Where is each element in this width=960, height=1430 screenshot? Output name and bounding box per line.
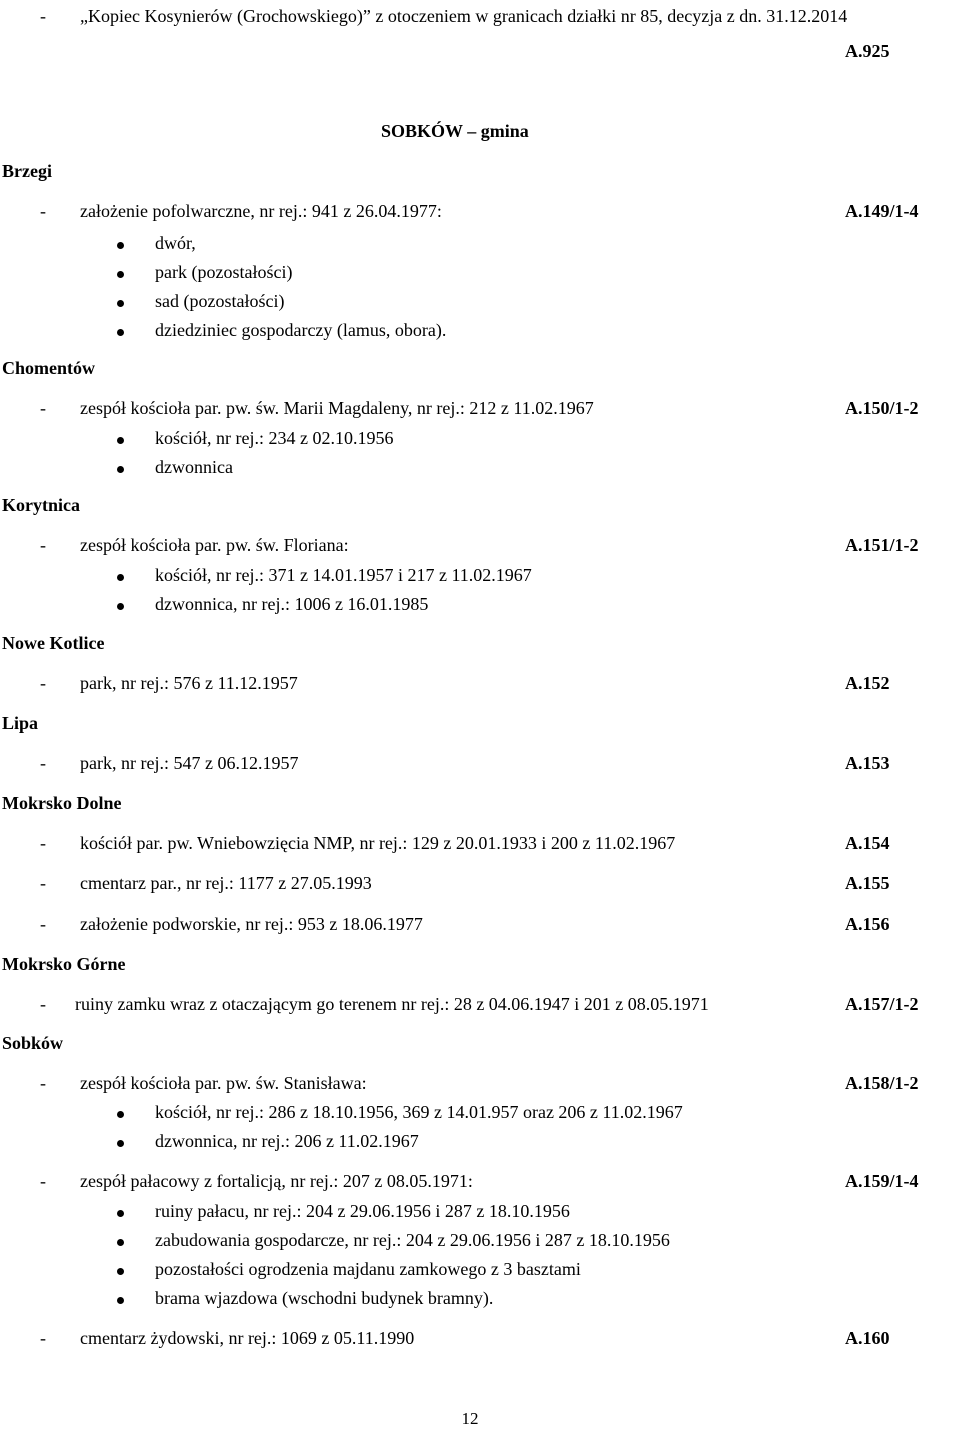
entry-text-mokrsko-dolne-2: cmentarz par., nr rej.: 1177 z 27.05.1993 bbox=[80, 873, 372, 893]
register-code-a160: A.160 bbox=[845, 1328, 890, 1348]
register-code-a925: A.925 bbox=[845, 41, 890, 61]
entry-text-sobkow-church: zespół kościoła par. pw. św. Stanisława: bbox=[80, 1073, 367, 1093]
bullet-icon bbox=[117, 300, 124, 307]
bullet-icon bbox=[117, 1297, 124, 1304]
entry-dash: - bbox=[40, 1328, 46, 1348]
locality-korytnica: Korytnica bbox=[2, 495, 80, 515]
sub-item: dzwonnica, nr rej.: 1006 z 16.01.1985 bbox=[155, 594, 429, 614]
sub-item: kościół, nr rej.: 371 z 14.01.1957 i 217 z 11.02.1967 bbox=[155, 565, 532, 585]
bullet-icon bbox=[117, 437, 124, 444]
register-code-a159: A.159/1-4 bbox=[845, 1171, 919, 1191]
sub-item: dzwonnica, nr rej.: 206 z 11.02.1967 bbox=[155, 1131, 419, 1151]
entry-text-sobkow-palace: zespół pałacowy z fortalicją, nr rej.: 207 z 08.05.1971: bbox=[80, 1171, 473, 1191]
sub-item: kościół, nr rej.: 234 z 02.10.1956 bbox=[155, 428, 394, 448]
bullet-icon bbox=[117, 1210, 124, 1217]
entry-dash: - bbox=[40, 1073, 46, 1093]
sub-item: park (pozostałości) bbox=[155, 262, 293, 282]
sub-item: ruiny pałacu, nr rej.: 204 z 29.06.1956 i 287 z 18.10.1956 bbox=[155, 1201, 570, 1221]
bullet-icon bbox=[117, 1111, 124, 1118]
locality-brzegi: Brzegi bbox=[2, 161, 52, 181]
entry-text-korytnica: zespół kościoła par. pw. św. Floriana: bbox=[80, 535, 349, 555]
register-code-a156: A.156 bbox=[845, 914, 890, 934]
register-code-a150: A.150/1-2 bbox=[845, 398, 919, 418]
bullet-icon bbox=[117, 242, 124, 249]
entry-text-brzegi: założenie pofolwarczne, nr rej.: 941 z 26.04.1977: bbox=[80, 201, 442, 221]
entry-dash: - bbox=[40, 873, 46, 893]
sub-item: dwór, bbox=[155, 233, 196, 253]
bullet-icon bbox=[117, 603, 124, 610]
page-number: 12 bbox=[461, 1409, 479, 1428]
register-code-a157: A.157/1-2 bbox=[845, 994, 919, 1014]
register-code-a154: A.154 bbox=[845, 833, 890, 853]
register-code-a155: A.155 bbox=[845, 873, 890, 893]
sub-item: zabudowania gospodarcze, nr rej.: 204 z 29.06.1956 i 287 z 18.10.1956 bbox=[155, 1230, 670, 1250]
bullet-icon bbox=[117, 1239, 124, 1246]
entry-text-chomentow: zespół kościoła par. pw. św. Marii Magdaleny, nr rej.: 212 z 11.02.1967 bbox=[80, 398, 594, 418]
entry-dash: - bbox=[40, 398, 46, 418]
register-code-a151: A.151/1-2 bbox=[845, 535, 919, 555]
entry-text-kopiec: „Kopiec Kosynierów (Grochowskiego)” z otoczeniem w granicach działki nr 85, decyzja z dn. 31.12.2014 bbox=[80, 6, 848, 26]
sub-item: dzwonnica bbox=[155, 457, 233, 477]
register-code-a158: A.158/1-2 bbox=[845, 1073, 919, 1093]
bullet-icon bbox=[117, 574, 124, 581]
entry-text-mokrsko-dolne-1: kościół par. pw. Wniebowzięcia NMP, nr rej.: 129 z 20.01.1933 i 200 z 11.02.1967 bbox=[80, 833, 676, 853]
entry-dash: - bbox=[40, 833, 46, 853]
sub-item: dziedziniec gospodarczy (lamus, obora). bbox=[155, 320, 447, 340]
entry-dash: - bbox=[40, 1171, 46, 1191]
locality-mokrsko-dolne: Mokrsko Dolne bbox=[2, 793, 122, 813]
entry-dash: - bbox=[40, 914, 46, 934]
sub-item: kościół, nr rej.: 286 z 18.10.1956, 369 z 14.01.957 oraz 206 z 11.02.1967 bbox=[155, 1102, 683, 1122]
bullet-icon bbox=[117, 466, 124, 473]
bullet-icon bbox=[117, 329, 124, 336]
register-code-a153: A.153 bbox=[845, 753, 890, 773]
bullet-icon bbox=[117, 271, 124, 278]
entry-text-mokrsko-dolne-3: założenie podworskie, nr rej.: 953 z 18.06.1977 bbox=[80, 914, 423, 934]
entry-dash: - bbox=[40, 753, 46, 773]
locality-chomentow: Chomentów bbox=[2, 358, 95, 378]
entry-dash: - bbox=[40, 201, 46, 221]
entry-dash: - bbox=[40, 6, 46, 26]
entry-text-lipa: park, nr rej.: 547 z 06.12.1957 bbox=[80, 753, 299, 773]
entry-text-nowe-kotlice: park, nr rej.: 576 z 11.12.1957 bbox=[80, 673, 298, 693]
locality-mokrsko-gorne: Mokrsko Górne bbox=[2, 954, 126, 974]
entry-dash: - bbox=[40, 994, 46, 1014]
gmina-heading: SOBKÓW – gmina bbox=[381, 121, 529, 141]
entry-dash: - bbox=[40, 535, 46, 555]
register-code-a149: A.149/1-4 bbox=[845, 201, 919, 221]
sub-item: sad (pozostałości) bbox=[155, 291, 285, 311]
register-code-a152: A.152 bbox=[845, 673, 890, 693]
entry-dash: - bbox=[40, 673, 46, 693]
entry-text-mokrsko-gorne: ruiny zamku wraz z otaczającym go terenem nr rej.: 28 z 04.06.1947 i 201 z 08.05.1971 bbox=[75, 994, 709, 1014]
sub-item: pozostałości ogrodzenia majdanu zamkowego z 3 basztami bbox=[155, 1259, 581, 1279]
locality-sobkow: Sobków bbox=[2, 1033, 64, 1053]
sub-item: brama wjazdowa (wschodni budynek bramny). bbox=[155, 1288, 494, 1308]
bullet-icon bbox=[117, 1268, 124, 1275]
bullet-icon bbox=[117, 1140, 124, 1147]
locality-nowe-kotlice: Nowe Kotlice bbox=[2, 633, 105, 653]
entry-text-sobkow-cemetery: cmentarz żydowski, nr rej.: 1069 z 05.11.1990 bbox=[80, 1328, 415, 1348]
locality-lipa: Lipa bbox=[2, 713, 39, 733]
